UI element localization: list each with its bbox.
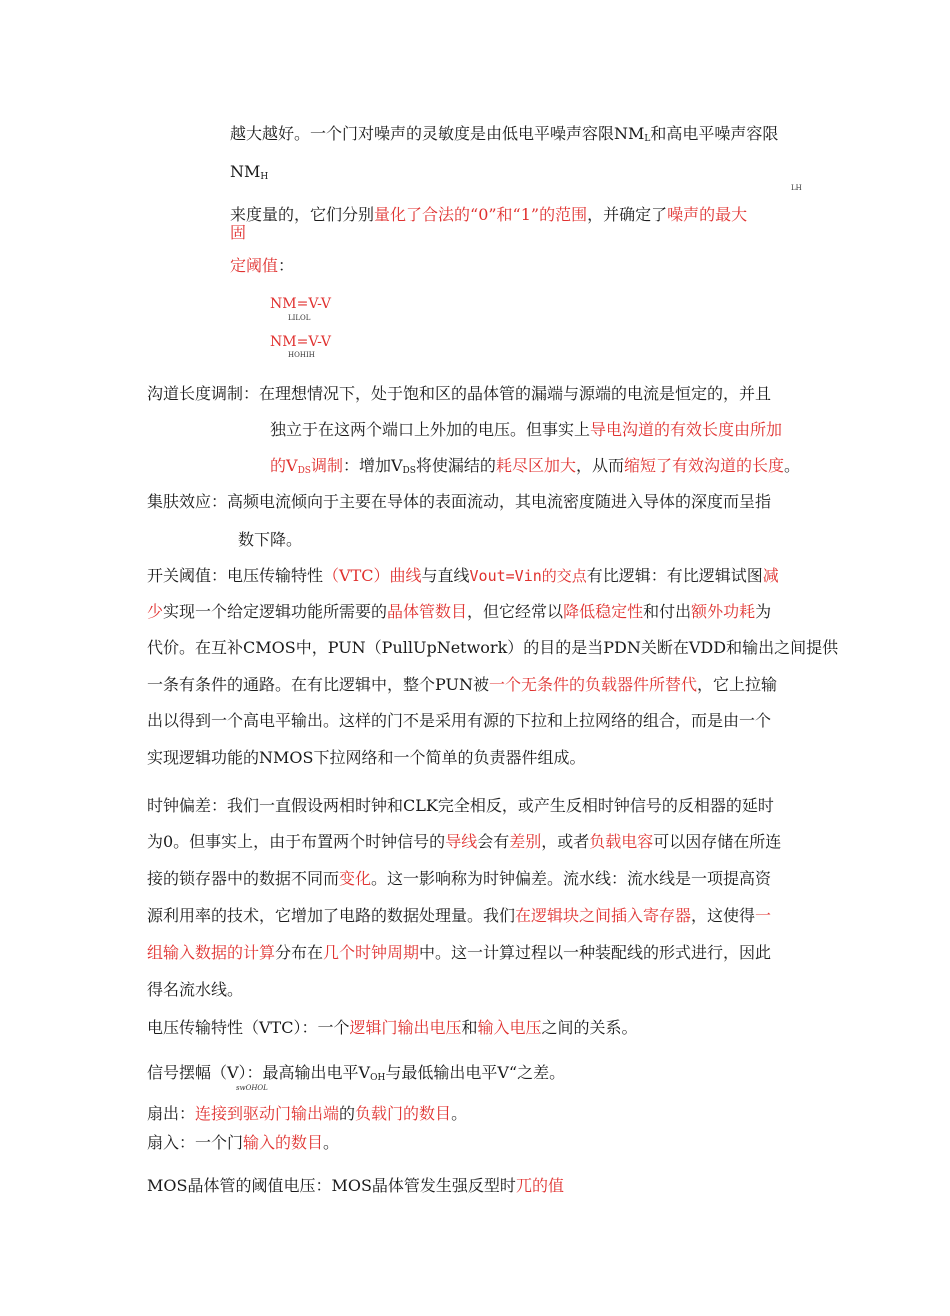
- text-line: 的$V_{DS}$调制：增加$V_{DS}$将使漏结的耗尽区加大，从而缩短了有效沟道的长度。: [270, 456, 800, 476]
- text-line: 独立于在这两个端口上外加的电压。但事实上导电沟道的有效长度由所加: [270, 420, 783, 439]
- highlight-text: 调制: [310, 456, 343, 475]
- highlight-text: 负载门的数目: [355, 1104, 452, 1123]
- highlight-text: 少: [147, 602, 164, 621]
- highlight-text: 缩短了有效沟道的长度: [623, 456, 784, 475]
- highlight-text: 额外功耗: [691, 602, 756, 621]
- text-line: 信号摆幅（V）：最高输出电平$V_{OH}$与最低输出电平V“之差。: [147, 1063, 566, 1083]
- text-line: 得名流水线。: [147, 980, 244, 999]
- text-line: $NM_H$: [230, 162, 269, 182]
- highlight-text: 一: [755, 906, 772, 925]
- text-line: 接的锁存器中的数据不同而变化。这一影响称为时钟偏差。流水线：流水线是一项提高资: [147, 869, 772, 888]
- formula-subscripts: LILOL: [288, 314, 311, 322]
- text-line: 少实现一个给定逻辑功能所需要的晶体管数目，但它经常以降低稳定性和付出额外功耗为: [147, 602, 772, 621]
- highlight-text: 变化: [339, 869, 372, 888]
- text-line: 沟道长度调制：在理想情况下，处于饱和区的晶体管的漏端与源端的电流是恒定的，并且: [147, 384, 772, 403]
- highlight-text: 一个无条件的负载器件所替代: [488, 675, 697, 694]
- highlight-text: 导线: [445, 832, 478, 851]
- highlight-text: 减: [762, 566, 779, 585]
- text-line: 数下降。: [238, 530, 303, 549]
- text-line: 为0。但事实上，由于布置两个时钟信号的导线会有差别，或者负载电容可以因存储在所连: [147, 832, 782, 851]
- text-line: 集肤效应：高频电流倾向于主要在导体的表面流动，其电流密度随进入导体的深度而呈指: [147, 492, 772, 511]
- text-line: 代价。在互补CMOS中，PUN（PullUpNetwork）的目的是当PDN关断在VDD和输出之间提供: [147, 638, 839, 657]
- highlight-text: 负载电容: [589, 832, 654, 851]
- text-line: 电压传输特性（VTC）：一个逻辑门输出电压和输入电压之间的关系。: [147, 1018, 638, 1037]
- highlight-text: 兀的值: [515, 1176, 564, 1195]
- highlight-text: 组输入数据的计算: [147, 943, 276, 962]
- text-line: 固: [230, 223, 247, 242]
- highlight-text: 定阈值: [230, 256, 279, 275]
- formula-high-margin: NM=V-V: [270, 334, 331, 350]
- highlight-text: （VTC）曲线: [323, 566, 422, 585]
- highlight-text: 在逻辑块之间插入寄存器: [515, 906, 692, 925]
- highlight-text: 降低稳定性: [563, 602, 644, 621]
- text-line: 一条有条件的通路。在有比逻辑中，整个PUN被一个无条件的负载器件所替代，它上拉输: [147, 675, 778, 694]
- text-line: MOS晶体管的阈值电压：MOS晶体管发生强反型时兀的值: [147, 1176, 564, 1195]
- highlight-text: 导电沟道的有效长度由所加: [590, 420, 783, 439]
- text-line: 出以得到一个高电平输出。这样的门不是采用有源的下拉和上拉网络的组合，而是由一个: [147, 711, 772, 730]
- highlight-text: 几个时钟周期: [323, 943, 420, 962]
- highlight-text: 噪声的最大: [667, 205, 748, 224]
- highlight-text: Vout=Vin的交点: [469, 567, 587, 585]
- highlight-text: 连接到驱动门输出端: [195, 1104, 340, 1123]
- subscript-note: LH: [791, 184, 802, 192]
- highlight-text: 量化了合法的“0”和“1”的范围: [374, 205, 588, 224]
- highlight-text: 耗尽区加大: [495, 456, 576, 475]
- formula-subscripts: HOHIH: [288, 351, 315, 359]
- text-line: 越大越好。一个门对噪声的灵敏度是由低电平噪声容限$NM_L$和高电平噪声容限: [230, 124, 779, 144]
- subscript-note: swOHOL: [236, 1084, 268, 1092]
- text-line: 扇入：一个门输入的数目。: [147, 1133, 340, 1152]
- text-line: 开关阈值：电压传输特性（VTC）曲线与直线Vout=Vin的交点有比逻辑：有比逻辑试图减: [147, 566, 779, 585]
- highlight-text: 输入电压: [477, 1018, 542, 1037]
- text-line: 扇出：连接到驱动门输出端的负载门的数目。: [147, 1104, 468, 1123]
- text-line: 时钟偏差：我们一直假设两相时钟和CLK完全相反，或产生反相时钟信号的反相器的延时: [147, 796, 774, 815]
- text-line: 来度量的，它们分别量化了合法的“0”和“1”的范围，并确定了噪声的最大: [230, 205, 748, 224]
- text-line: 组输入数据的计算分布在几个时钟周期中。这一计算过程以一种装配线的形式进行，因此: [147, 943, 772, 962]
- highlight-text: 晶体管数目: [387, 602, 468, 621]
- text-line: 源利用率的技术，它增加了电路的数据处理量。我们在逻辑块之间插入寄存器，这使得一: [147, 906, 772, 925]
- highlight-text: 的V: [270, 456, 298, 475]
- text-line: 实现逻辑功能的NMOS下拉网络和一个简单的负责器件组成。: [147, 748, 586, 767]
- highlight-text: 差别: [509, 832, 542, 851]
- text-line: 定阈值：: [230, 256, 295, 275]
- highlight-text: 输入的数目: [243, 1133, 324, 1152]
- highlight-text: 逻辑门输出电压: [349, 1018, 462, 1037]
- formula-low-margin: NM=V-V: [270, 296, 331, 312]
